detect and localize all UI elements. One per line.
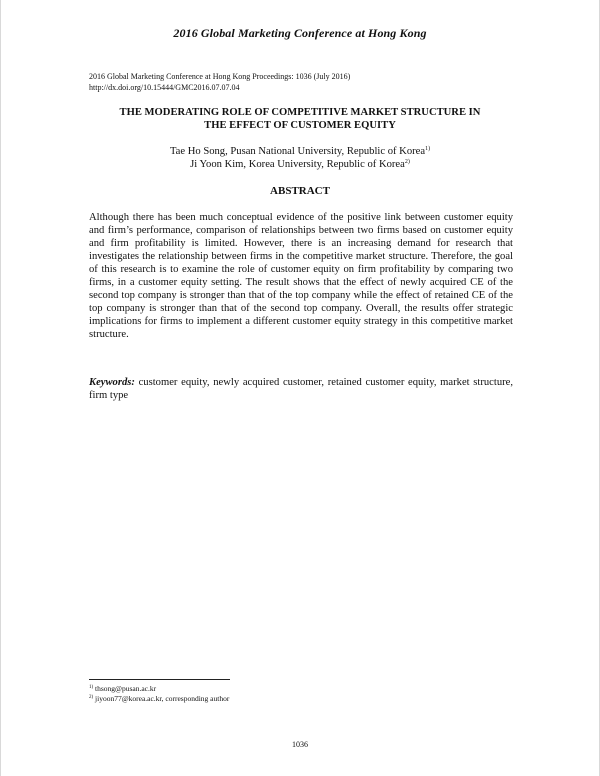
footnote-1-mark: 1): [89, 685, 94, 690]
footnote-2-mark: 2): [89, 695, 94, 700]
keywords-list: customer equity, newly acquired customer, retained customer equity, market structure, firm type: [89, 377, 513, 401]
paper-title: [89, 106, 511, 132]
running-header: 2016 Global Marketing Conference at Hong Kong: [173, 26, 427, 40]
footnote-divider: [89, 679, 230, 680]
keywords-paragraph: [89, 376, 513, 402]
author-2-footnote-mark: 2): [404, 159, 410, 165]
author-1: [89, 145, 511, 158]
abstract-body: Although there has been much conceptual evidence of the positive link between customer equity and firm’s performance, comparison of relationships between two firms based on customer equity and firm profitability is limited. However, there is an increasing demand for research that investigates the relationship between firms in the competitive market structure. Therefore, the goal of this research is to examine the role of customer equity on firm profitability by comparing two firms, in a customer equity setting. The result shows that the effect of newly acquired CE of the second top company is stronger than that of the top company while the effect of retained CE of the top company is stronger than that of the second top company. Overall, the results offer strategic implications for firms to implement a different customer equity strategy in this competitive market structure.: [89, 212, 513, 340]
author-1-affiliation: Tae Ho Song, Pusan National University, Republic of Korea: [169, 146, 426, 157]
footnotes: [89, 684, 229, 704]
author-list: [89, 145, 511, 171]
page-number: 1036: [292, 740, 308, 749]
author-2-affiliation: Ji Yoon Kim, Korea University, Republic of Korea: [190, 159, 405, 170]
abstract-heading: ABSTRACT: [270, 185, 330, 197]
footnote-2: [89, 694, 229, 704]
proceedings-citation: 2016 Global Marketing Conference at Hong Kong Proceedings: 1036 (July 2016): [89, 72, 351, 81]
footnote-1: [89, 684, 229, 694]
author-2: [89, 158, 511, 171]
proceedings-info: [89, 71, 350, 93]
footnote-2-text: jiyoon77@korea.ac.kr, corresponding author: [93, 694, 230, 703]
paper-title-line-2: THE EFFECT OF CUSTOMER EQUITY: [204, 120, 396, 131]
paper-title-line-1: THE MODERATING ROLE OF COMPETITIVE MARKET STRUCTURE IN: [119, 107, 481, 118]
keywords-label: Keywords:: [89, 377, 135, 388]
author-1-footnote-mark: 1): [425, 146, 431, 152]
footnote-1-text: thsong@pusan.ac.kr: [93, 684, 157, 693]
doi-link[interactable]: http://dx.doi.org/10.15444/GMC2016.07.07.04: [89, 83, 240, 92]
